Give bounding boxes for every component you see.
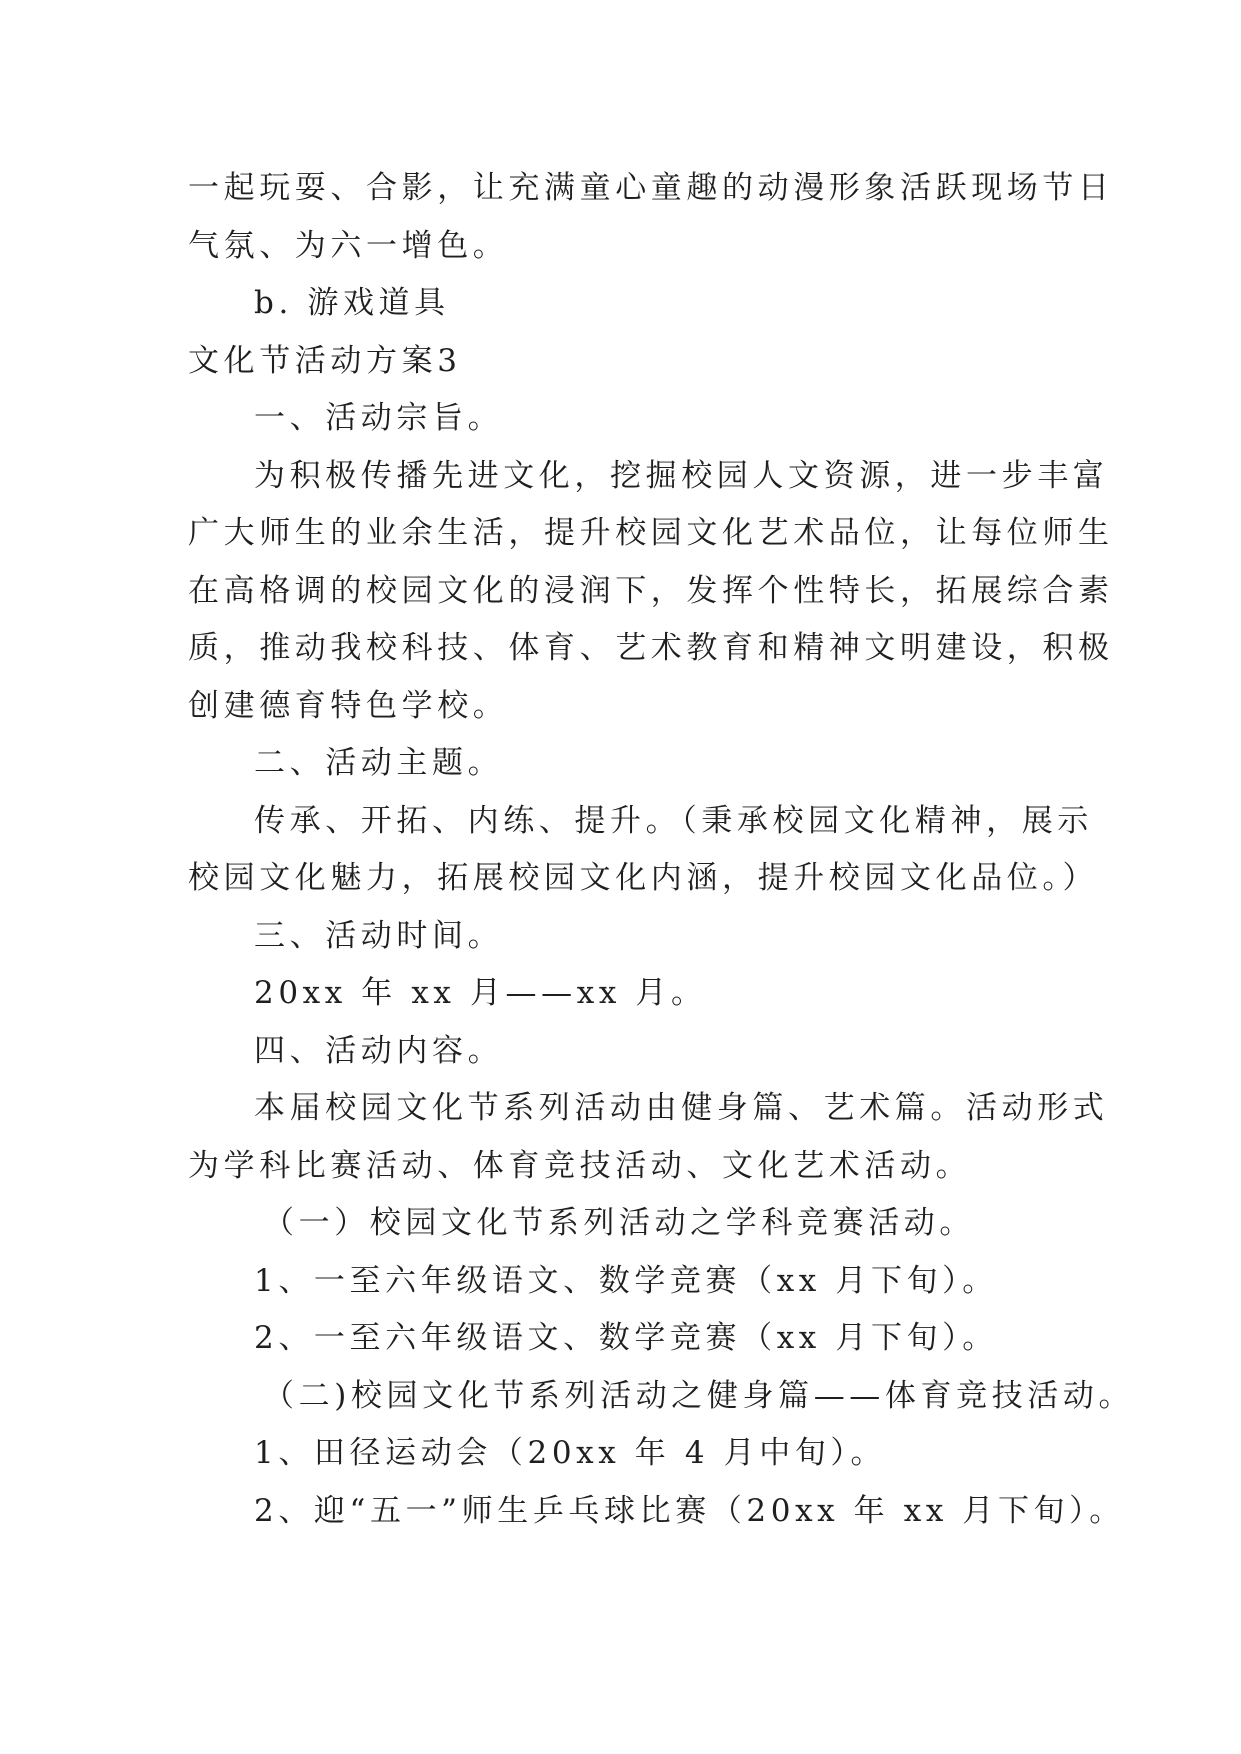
paragraph-line: 质，推动我校科技、体育、艺术教育和精神文明建设，积极: [188, 630, 1114, 666]
paragraph-line: 20xx 年 xx 月——xx 月。: [254, 975, 707, 1011]
subsection-heading: （二)校园文化节系列活动之健身篇——体育竞技活动。: [263, 1377, 1135, 1414]
paragraph-line: 校园文化魅力，拓展校园文化内涵，提升校园文化品位。）: [188, 860, 1099, 896]
paragraph-line: 一起玩耍、合影，让充满童心童趣的动漫形象活跃现场节日: [188, 170, 1114, 206]
section-title: 文化节活动方案3: [188, 342, 462, 379]
list-item: 1、一至六年级语文、数学竞赛（xx 月下旬）。: [254, 1262, 998, 1299]
paragraph-line: 传承、开拓、内练、提升。（秉承校园文化精神，展示: [254, 802, 1093, 839]
list-item: 2、迎“五一”师生乒乓球比赛（20xx 年 xx 月下旬）。: [254, 1492, 1125, 1529]
paragraph-line: 为学科比赛活动、体育竞技活动、文化艺术活动。: [188, 1147, 972, 1184]
section-heading: 二、活动主题。: [254, 745, 504, 781]
paragraph-line: 广大师生的业余生活，提升校园文化艺术品位，让每位师生: [188, 515, 1114, 551]
document-body: [188, 160, 1135, 1540]
paragraph-line: 气氛、为六一增色。: [188, 227, 509, 264]
subsection-heading: （一）校园文化节系列活动之学科竞赛活动。: [263, 1205, 975, 1241]
list-item-label: b. 游戏道具: [254, 285, 450, 321]
paragraph-line: 创建德育特色学校。: [188, 687, 509, 724]
paragraph-line: 为积极传播先进文化，挖掘校园人文资源，进一步丰富: [254, 457, 1109, 494]
paragraph-line: 在高格调的校园文化的浸润下，发挥个性特长，拓展综合素: [188, 572, 1114, 609]
section-heading: 一、活动宗旨。: [254, 400, 504, 436]
paragraph-line: 本届校园文化节系列活动由健身篇、艺术篇。活动形式: [254, 1090, 1109, 1126]
section-heading: 三、活动时间。: [254, 917, 504, 954]
section-heading: 四、活动内容。: [254, 1032, 504, 1069]
list-item: 2、一至六年级语文、数学竞赛（xx 月下旬）。: [254, 1320, 998, 1356]
list-item: 1、田径运动会（20xx 年 4 月中旬）。: [254, 1435, 887, 1471]
